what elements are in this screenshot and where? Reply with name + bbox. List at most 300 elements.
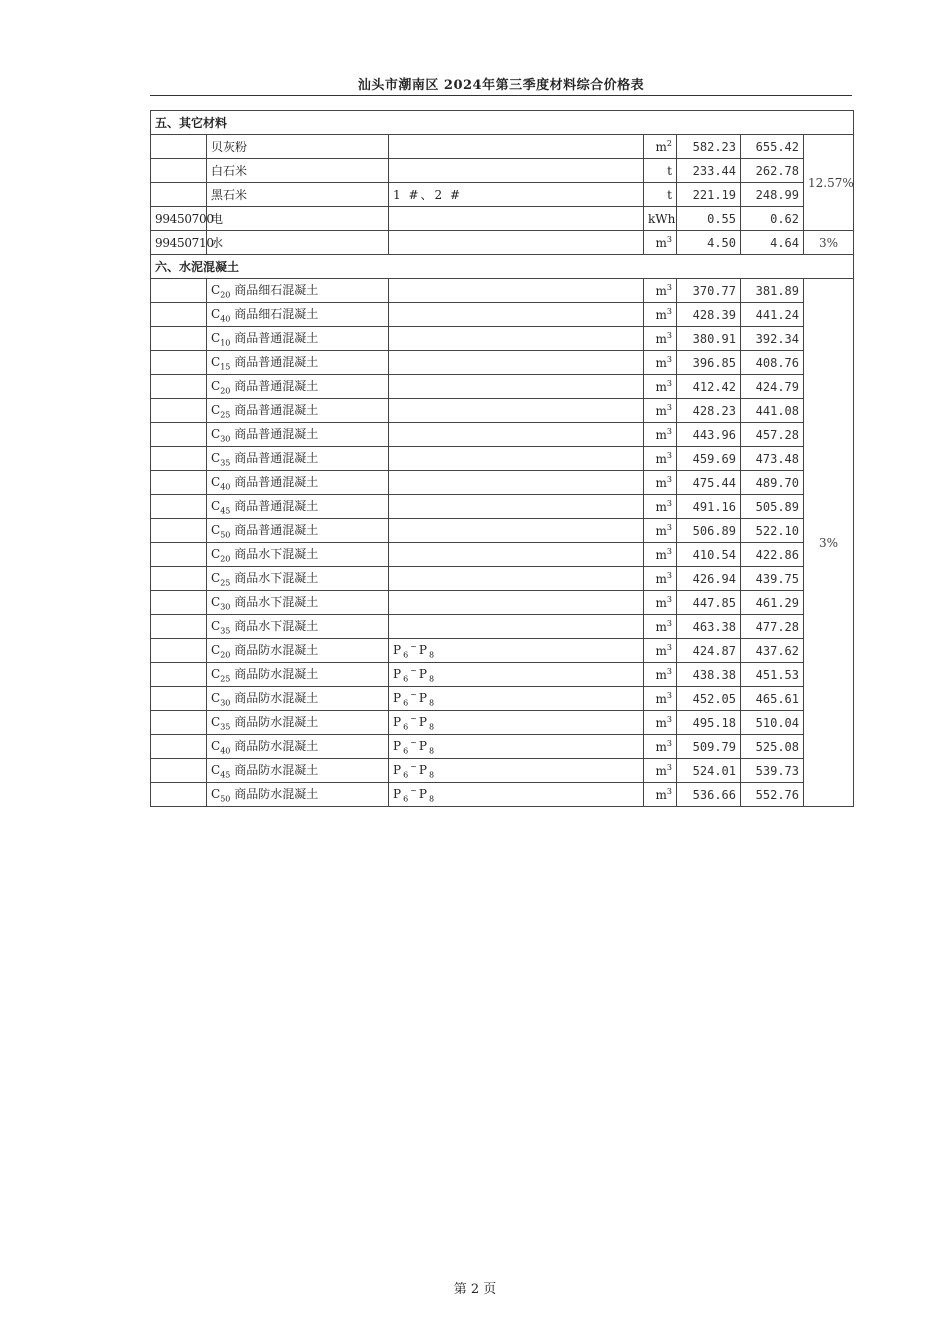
price-excl-tax: 428.23: [677, 399, 741, 423]
unit-cell: [644, 351, 677, 375]
material-code: [151, 543, 207, 567]
spec-separator: ~: [410, 713, 419, 723]
price-incl-tax: 262.78: [741, 159, 804, 183]
unit-base: t: [667, 188, 672, 202]
material-spec: [389, 783, 644, 807]
table-row: [151, 207, 854, 231]
unit-base: m: [655, 452, 667, 466]
price-incl-tax: 510.04: [741, 711, 804, 735]
material-spec: [389, 207, 644, 231]
material-code: 99450700: [151, 207, 207, 231]
table-row: [151, 279, 854, 303]
unit-cell: [644, 735, 677, 759]
material-spec: [389, 495, 644, 519]
unit-base: m: [655, 404, 667, 418]
unit-base: m: [655, 500, 667, 514]
unit-exponent: 3: [666, 619, 672, 628]
grade-prefix: C: [211, 379, 221, 394]
grade-prefix: C: [211, 787, 221, 802]
material-code: [151, 351, 207, 375]
grade-prefix: C: [211, 667, 221, 682]
material-code: [151, 495, 207, 519]
unit-cell: [644, 639, 677, 663]
unit-cell: [644, 543, 677, 567]
unit-cell: [644, 783, 677, 807]
grade-prefix: C: [211, 595, 221, 610]
table-row: [151, 327, 854, 351]
spec-high-prefix: P: [418, 642, 429, 657]
material-code: [151, 687, 207, 711]
concrete-type: 商品普通混凝土: [234, 475, 319, 490]
unit-exponent: 3: [666, 595, 672, 604]
concrete-type: 商品细石混凝土: [234, 307, 319, 322]
material-name: 黑石米: [207, 183, 389, 207]
price-incl-tax: 408.76: [741, 351, 804, 375]
price-incl-tax: 381.89: [741, 279, 804, 303]
unit-exponent: 3: [666, 571, 672, 580]
spec-low-sub: 6: [403, 770, 411, 780]
concrete-type: 商品防水混凝土: [234, 739, 319, 754]
price-excl-tax: 412.42: [677, 375, 741, 399]
material-code: [151, 591, 207, 615]
unit-cell: [644, 183, 677, 207]
unit-cell: [644, 279, 677, 303]
price-excl-tax: 424.87: [677, 639, 741, 663]
table-row: [151, 471, 854, 495]
unit-cell: [644, 519, 677, 543]
price-incl-tax: 0.62: [741, 207, 804, 231]
grade-number: 30: [220, 698, 231, 708]
material-spec: [389, 375, 644, 399]
price-incl-tax: 439.75: [741, 567, 804, 591]
grade-number: 30: [220, 602, 231, 612]
price-excl-tax: 233.44: [677, 159, 741, 183]
unit-base: m: [655, 308, 667, 322]
spec-low-prefix: P: [393, 642, 404, 657]
unit-base: m: [655, 548, 667, 562]
unit-cell: [644, 327, 677, 351]
price-excl-tax: 463.38: [677, 615, 741, 639]
unit-base: t: [667, 164, 672, 178]
material-name: [207, 639, 389, 663]
table-row: [151, 687, 854, 711]
material-spec: [389, 399, 644, 423]
concrete-type: 商品防水混凝土: [234, 643, 319, 658]
grade-prefix: C: [211, 403, 221, 418]
unit-base: m: [655, 140, 667, 154]
material-name: [207, 471, 389, 495]
concrete-type: 商品普通混凝土: [234, 427, 319, 442]
concrete-type: 商品细石混凝土: [234, 283, 319, 298]
price-incl-tax: 461.29: [741, 591, 804, 615]
spec-high-sub: 8: [428, 794, 437, 804]
unit-exponent: 3: [666, 691, 672, 700]
grade-prefix: C: [211, 331, 221, 346]
unit-cell: [644, 375, 677, 399]
table-row: [151, 495, 854, 519]
material-name: [207, 759, 389, 783]
material-code: [151, 519, 207, 543]
unit-base: m: [655, 476, 667, 490]
price-incl-tax: 457.28: [741, 423, 804, 447]
material-spec: [389, 519, 644, 543]
grade-prefix: C: [211, 643, 221, 658]
material-spec: [389, 159, 644, 183]
spec-low-sub: 6: [403, 674, 411, 684]
concrete-type: 商品普通混凝土: [234, 523, 319, 538]
material-spec: [389, 759, 644, 783]
unit-cell: [644, 231, 677, 255]
price-incl-tax: 441.08: [741, 399, 804, 423]
unit-cell: [644, 495, 677, 519]
spec-high-sub: 8: [428, 674, 437, 684]
material-code: [151, 447, 207, 471]
material-name: [207, 687, 389, 711]
price-excl-tax: 410.54: [677, 543, 741, 567]
concrete-type: 商品水下混凝土: [234, 547, 319, 562]
material-code: [151, 783, 207, 807]
page-footer: 第 2 页: [453, 1282, 497, 1297]
grade-prefix: C: [211, 427, 221, 442]
price-incl-tax: 392.34: [741, 327, 804, 351]
concrete-type: 商品防水混凝土: [234, 667, 319, 682]
material-spec: [389, 663, 644, 687]
table-row: [151, 663, 854, 687]
material-code: [151, 279, 207, 303]
grade-number: 10: [220, 338, 231, 348]
material-code: [151, 759, 207, 783]
unit-base: m: [655, 236, 667, 250]
unit-exponent: 3: [666, 379, 672, 388]
concrete-type: 商品普通混凝土: [234, 355, 319, 370]
material-spec: [389, 423, 644, 447]
grade-prefix: C: [211, 547, 221, 562]
price-incl-tax: 473.48: [741, 447, 804, 471]
price-excl-tax: 438.38: [677, 663, 741, 687]
grade-prefix: C: [211, 451, 221, 466]
table-row: [151, 711, 854, 735]
material-spec: [389, 567, 644, 591]
table-row: [151, 423, 854, 447]
grade-number: 20: [220, 386, 231, 396]
material-name: [207, 735, 389, 759]
grade-number: 40: [220, 482, 231, 492]
spec-separator: ~: [410, 689, 419, 699]
unit-cell: [644, 759, 677, 783]
table-row: [151, 375, 854, 399]
material-name: [207, 711, 389, 735]
material-name: [207, 615, 389, 639]
spec-low-sub: 6: [403, 794, 411, 804]
price-incl-tax: 525.08: [741, 735, 804, 759]
material-name: [207, 399, 389, 423]
price-excl-tax: 506.89: [677, 519, 741, 543]
unit-exponent: 3: [666, 787, 672, 796]
price-incl-tax: 248.99: [741, 183, 804, 207]
table-row: [151, 183, 854, 207]
grade-number: 35: [220, 722, 231, 732]
table-row: [151, 303, 854, 327]
grade-number: 50: [220, 794, 231, 804]
material-name: 电: [207, 207, 389, 231]
grade-number: 30: [220, 434, 231, 444]
material-name: [207, 519, 389, 543]
material-spec: [389, 735, 644, 759]
spec-low-prefix: P: [393, 690, 404, 705]
material-code: [151, 663, 207, 687]
price-excl-tax: 0.55: [677, 207, 741, 231]
spec-high-prefix: P: [418, 786, 429, 801]
unit-cell: [644, 159, 677, 183]
grade-number: 40: [220, 314, 231, 324]
material-name: [207, 375, 389, 399]
tax-rate: 3%: [804, 231, 854, 255]
grade-number: 25: [220, 410, 231, 420]
unit-cell: [644, 471, 677, 495]
material-spec: [389, 303, 644, 327]
grade-number: 25: [220, 578, 231, 588]
grade-number: 40: [220, 746, 231, 756]
grade-prefix: C: [211, 355, 221, 370]
price-excl-tax: 380.91: [677, 327, 741, 351]
spec-separator: ~: [410, 737, 419, 747]
table-row: [151, 735, 854, 759]
unit-base: m: [655, 692, 667, 706]
material-name: [207, 663, 389, 687]
grade-prefix: C: [211, 715, 221, 730]
material-code: [151, 399, 207, 423]
concrete-type: 商品防水混凝土: [234, 715, 319, 730]
table-row: [151, 399, 854, 423]
material-spec: [389, 615, 644, 639]
spec-separator: ~: [410, 665, 419, 675]
unit-base: m: [655, 620, 667, 634]
spec-high-prefix: P: [418, 714, 429, 729]
spec-low-sub: 6: [403, 698, 411, 708]
unit-exponent: 3: [666, 763, 672, 772]
price-incl-tax: 422.86: [741, 543, 804, 567]
unit-base: m: [655, 740, 667, 754]
material-name: [207, 327, 389, 351]
grade-number: 15: [220, 362, 231, 372]
table-row: [151, 639, 854, 663]
unit-exponent: 3: [666, 547, 672, 556]
unit-cell: [644, 687, 677, 711]
price-incl-tax: 451.53: [741, 663, 804, 687]
material-name: [207, 783, 389, 807]
material-name: [207, 447, 389, 471]
price-excl-tax: 582.23: [677, 135, 741, 159]
material-code: [151, 375, 207, 399]
grade-prefix: C: [211, 619, 221, 634]
material-code: [151, 327, 207, 351]
unit-cell: [644, 135, 677, 159]
material-spec: [389, 279, 644, 303]
price-table: [150, 110, 854, 807]
unit-base: m: [655, 332, 667, 346]
unit-cell: [644, 303, 677, 327]
spec-high-sub: 8: [428, 650, 437, 660]
price-incl-tax: 437.62: [741, 639, 804, 663]
unit-base: m: [655, 524, 667, 538]
spec-low-prefix: P: [393, 738, 404, 753]
unit-exponent: 3: [666, 643, 672, 652]
unit-exponent: 3: [666, 523, 672, 532]
unit-base: m: [655, 764, 667, 778]
table-row: [151, 231, 854, 255]
price-excl-tax: 443.96: [677, 423, 741, 447]
grade-number: 35: [220, 626, 231, 636]
price-excl-tax: 4.50: [677, 231, 741, 255]
concrete-type: 商品普通混凝土: [234, 331, 319, 346]
material-spec: [389, 447, 644, 471]
material-spec: 1 #、2 #: [389, 183, 644, 207]
material-code: [151, 183, 207, 207]
unit-exponent: 3: [666, 739, 672, 748]
unit-exponent: 3: [666, 283, 672, 292]
material-name: 贝灰粉: [207, 135, 389, 159]
unit-base: m: [655, 284, 667, 298]
tax-rate: 3%: [804, 279, 854, 807]
unit-cell: [644, 591, 677, 615]
material-code: [151, 471, 207, 495]
grade-number: 45: [220, 506, 231, 516]
price-incl-tax: 505.89: [741, 495, 804, 519]
concrete-type: 商品水下混凝土: [234, 571, 319, 586]
material-name: [207, 495, 389, 519]
unit-cell: [644, 663, 677, 687]
unit-base: m: [655, 788, 667, 802]
unit-exponent: 3: [666, 451, 672, 460]
price-incl-tax: 655.42: [741, 135, 804, 159]
price-excl-tax: 459.69: [677, 447, 741, 471]
material-spec: [389, 687, 644, 711]
concrete-type: 商品水下混凝土: [234, 619, 319, 634]
section-header-row: [151, 111, 854, 135]
spec-separator: ~: [410, 761, 419, 771]
unit-base: m: [655, 716, 667, 730]
grade-number: 20: [220, 554, 231, 564]
spec-high-sub: 8: [428, 746, 437, 756]
spec-low-sub: 6: [403, 722, 411, 732]
header-rule: [150, 95, 852, 96]
spec-low-prefix: P: [393, 714, 404, 729]
unit-exponent: 2: [666, 139, 672, 148]
grade-number: 20: [220, 650, 231, 660]
concrete-type: 商品普通混凝土: [234, 403, 319, 418]
unit-base: m: [655, 572, 667, 586]
unit-cell: [644, 207, 677, 231]
unit-cell: [644, 615, 677, 639]
material-spec: [389, 327, 644, 351]
unit-base: m: [655, 428, 667, 442]
material-code: [151, 639, 207, 663]
table-row: [151, 759, 854, 783]
unit-base: m: [655, 596, 667, 610]
spec-separator: ~: [410, 785, 419, 795]
concrete-type: 商品防水混凝土: [234, 787, 319, 802]
material-code: [151, 615, 207, 639]
material-code: [151, 303, 207, 327]
material-spec: [389, 471, 644, 495]
unit-exponent: 3: [666, 427, 672, 436]
grade-number: 45: [220, 770, 231, 780]
unit-base: kWh: [648, 212, 676, 226]
unit-exponent: 3: [666, 715, 672, 724]
table-row: [151, 351, 854, 375]
price-incl-tax: 539.73: [741, 759, 804, 783]
price-incl-tax: 477.28: [741, 615, 804, 639]
price-incl-tax: 552.76: [741, 783, 804, 807]
material-spec: [389, 591, 644, 615]
material-name: 水: [207, 231, 389, 255]
grade-number: 35: [220, 458, 231, 468]
grade-number: 25: [220, 674, 231, 684]
table-row: [151, 615, 854, 639]
material-name: [207, 543, 389, 567]
concrete-type: 商品普通混凝土: [234, 451, 319, 466]
material-code: 99450710: [151, 231, 207, 255]
material-name: [207, 279, 389, 303]
grade-prefix: C: [211, 307, 221, 322]
price-excl-tax: 370.77: [677, 279, 741, 303]
spec-low-prefix: P: [393, 762, 404, 777]
unit-base: m: [655, 668, 667, 682]
price-incl-tax: 424.79: [741, 375, 804, 399]
material-spec: [389, 351, 644, 375]
spec-high-prefix: P: [418, 666, 429, 681]
spec-high-sub: 8: [428, 722, 437, 732]
grade-prefix: C: [211, 691, 221, 706]
material-name: [207, 423, 389, 447]
price-incl-tax: 465.61: [741, 687, 804, 711]
section-heading: 六、水泥混凝土: [151, 255, 854, 279]
spec-low-prefix: P: [393, 666, 404, 681]
unit-base: m: [655, 380, 667, 394]
table-row: [151, 135, 854, 159]
price-incl-tax: 441.24: [741, 303, 804, 327]
material-code: [151, 711, 207, 735]
material-spec: [389, 135, 644, 159]
price-excl-tax: 536.66: [677, 783, 741, 807]
unit-exponent: 3: [666, 499, 672, 508]
price-excl-tax: 509.79: [677, 735, 741, 759]
section-heading: 五、其它材料: [151, 111, 854, 135]
section-header-row: [151, 255, 854, 279]
concrete-type: 商品防水混凝土: [234, 763, 319, 778]
tax-rate: 12.57%: [804, 135, 854, 231]
table-row: [151, 519, 854, 543]
material-code: [151, 423, 207, 447]
material-name: [207, 591, 389, 615]
material-code: [151, 735, 207, 759]
unit-cell: [644, 399, 677, 423]
price-excl-tax: 475.44: [677, 471, 741, 495]
material-code: [151, 135, 207, 159]
material-name: [207, 567, 389, 591]
unit-cell: [644, 447, 677, 471]
price-incl-tax: 489.70: [741, 471, 804, 495]
concrete-type: 商品普通混凝土: [234, 379, 319, 394]
grade-prefix: C: [211, 475, 221, 490]
grade-prefix: C: [211, 523, 221, 538]
unit-cell: [644, 711, 677, 735]
grade-prefix: C: [211, 571, 221, 586]
table-row: [151, 783, 854, 807]
table-row: [151, 591, 854, 615]
material-spec: [389, 543, 644, 567]
unit-exponent: 3: [666, 355, 672, 364]
